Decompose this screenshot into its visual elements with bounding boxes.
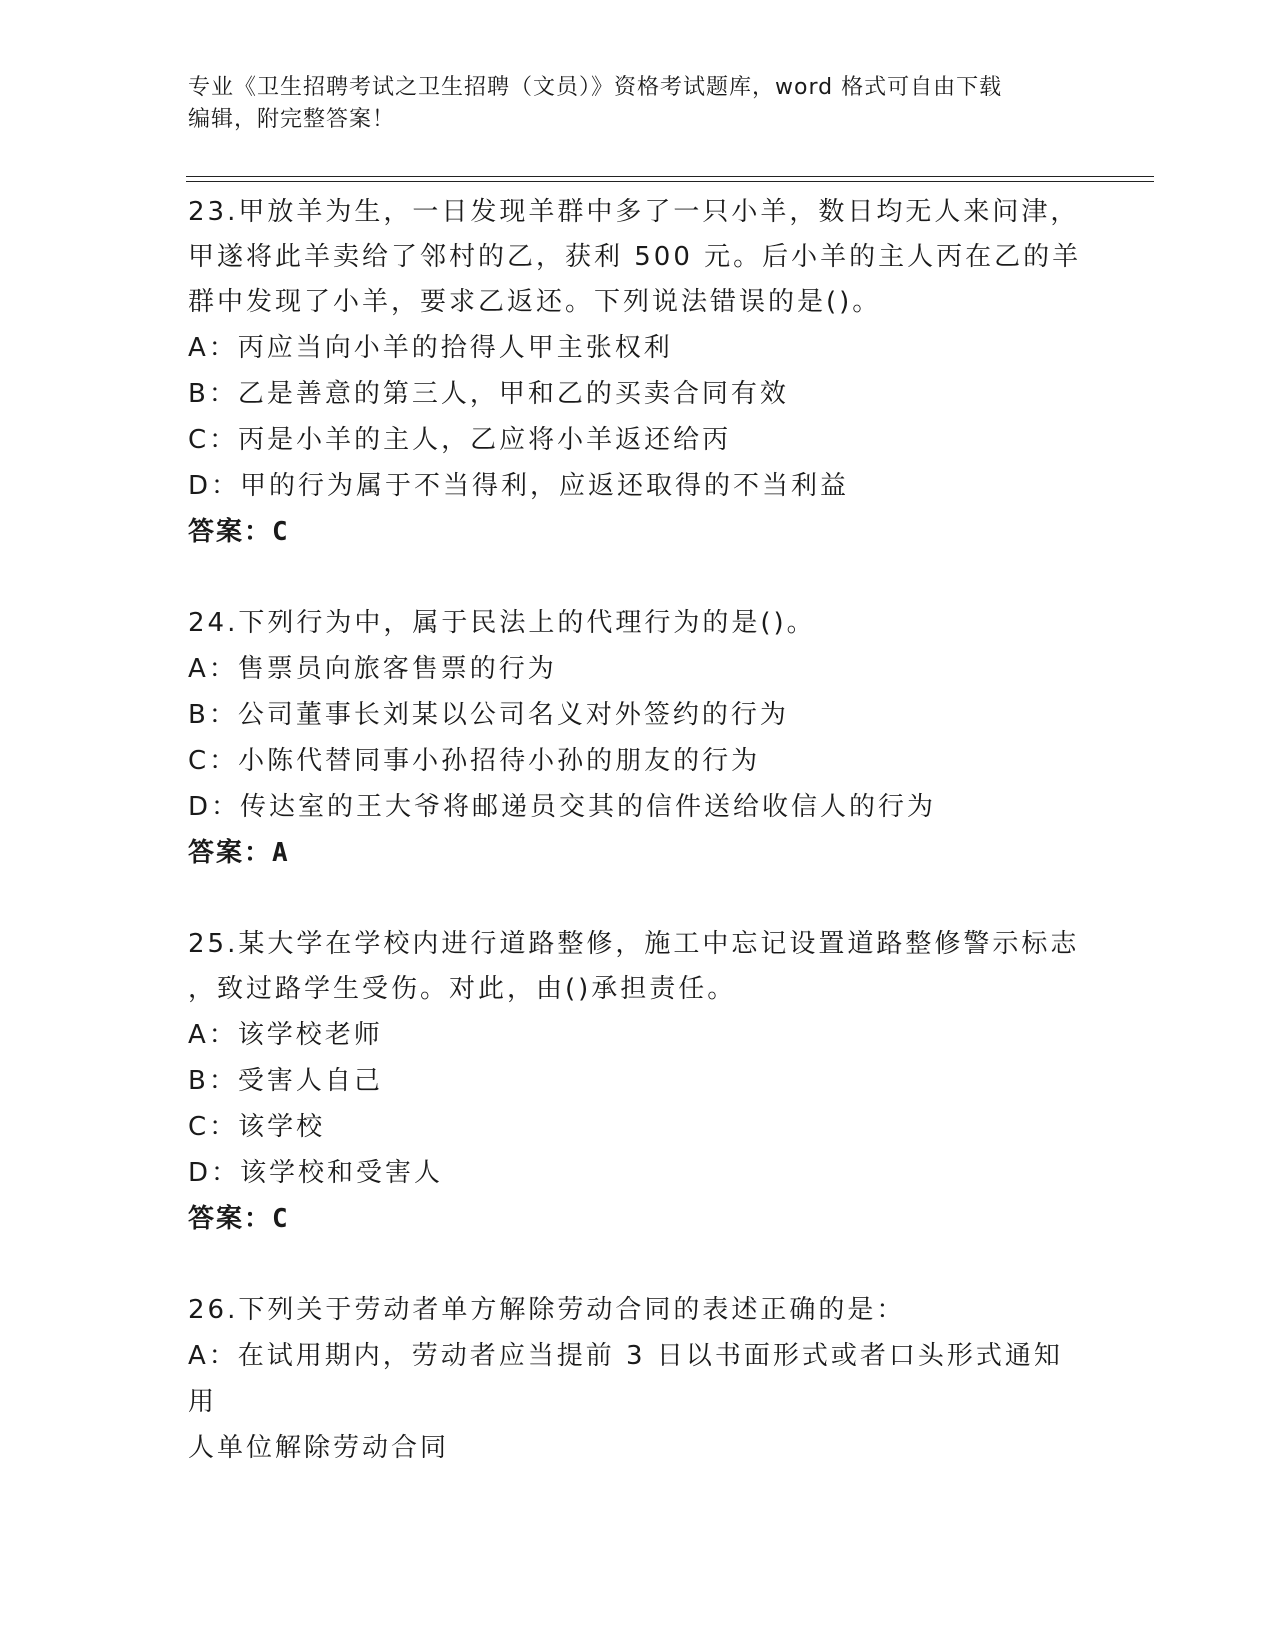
stem-line: 群中发现了小羊，要求乙返还。下列说法错误的是()。: [188, 287, 882, 317]
option-a: A：售票员向旅客售票的行为: [188, 654, 557, 684]
answer-label: 答案：: [188, 1204, 273, 1234]
answer-line: [188, 830, 1088, 876]
question-23: [188, 190, 1088, 555]
answer-label: 答案：: [188, 838, 273, 868]
question-26: [188, 1288, 1088, 1471]
header-divider-bottom: [186, 181, 1154, 182]
header-line-2: 编辑，附完整答案！: [188, 107, 396, 132]
question-stem: [188, 190, 1088, 325]
question-stem: [188, 922, 1088, 1012]
answer-line: [188, 1196, 1088, 1242]
stem-line: 甲遂将此羊卖给了邻村的乙，获利 500 元。后小羊的主人丙在乙的羊: [188, 242, 1082, 272]
stem-line: 24.下列行为中，属于民法上的代理行为的是()。: [188, 608, 816, 638]
answer-value: C: [272, 1204, 290, 1234]
header-divider-top: [186, 176, 1154, 177]
option-b: B：受害人自己: [188, 1066, 383, 1096]
stem-line: 23.甲放羊为生，一日发现羊群中多了一只小羊，数日均无人来问津，: [188, 197, 1080, 227]
answer-value: A: [272, 838, 290, 868]
question-list: [188, 190, 1088, 1517]
question-stem: [188, 601, 1088, 646]
answer-label: 答案：: [188, 517, 273, 547]
option-a: A：丙应当向小羊的拾得人甲主张权利: [188, 333, 673, 363]
option-d: D：传达室的王大爷将邮递员交其的信件送给收信人的行为: [188, 792, 937, 822]
option-b: B：公司董事长刘某以公司名义对外签约的行为: [188, 700, 789, 730]
stem-line: 26.下列关于劳动者单方解除劳动合同的表述正确的是：: [188, 1295, 906, 1325]
option-a-continued: 人单位解除劳动合同: [188, 1433, 450, 1463]
question-stem: [188, 1288, 1088, 1333]
question-24: [188, 601, 1088, 876]
option-c: C：小陈代替同事小孙招待小孙的朋友的行为: [188, 746, 761, 776]
header-line-1: 专业《卫生招聘考试之卫生招聘（文员）》资格考试题库，word 格式可自由下载: [188, 75, 1003, 100]
option-d: D：该学校和受害人: [188, 1158, 444, 1188]
option-b: B：乙是善意的第三人，甲和乙的买卖合同有效: [188, 379, 789, 409]
stem-line: ，致过路学生受伤。对此，由()承担责任。: [188, 974, 737, 1004]
stem-line: 25.某大学在学校内进行道路整修，施工中忘记设置道路整修警示标志: [188, 929, 1080, 959]
option-d: D：甲的行为属于不当得利，应返还取得的不当利益: [188, 471, 850, 501]
option-c: C：该学校: [188, 1112, 326, 1142]
answer-line: [188, 509, 1088, 555]
document-header: [188, 72, 1088, 136]
answer-value: C: [272, 517, 290, 547]
option-a: A：该学校老师: [188, 1020, 383, 1050]
question-25: [188, 922, 1088, 1242]
option-c: C：丙是小羊的主人，乙应将小羊返还给丙: [188, 425, 732, 455]
option-a: A：在试用期内，劳动者应当提前 3 日以书面形式或者口头形式通知用: [188, 1341, 1063, 1417]
